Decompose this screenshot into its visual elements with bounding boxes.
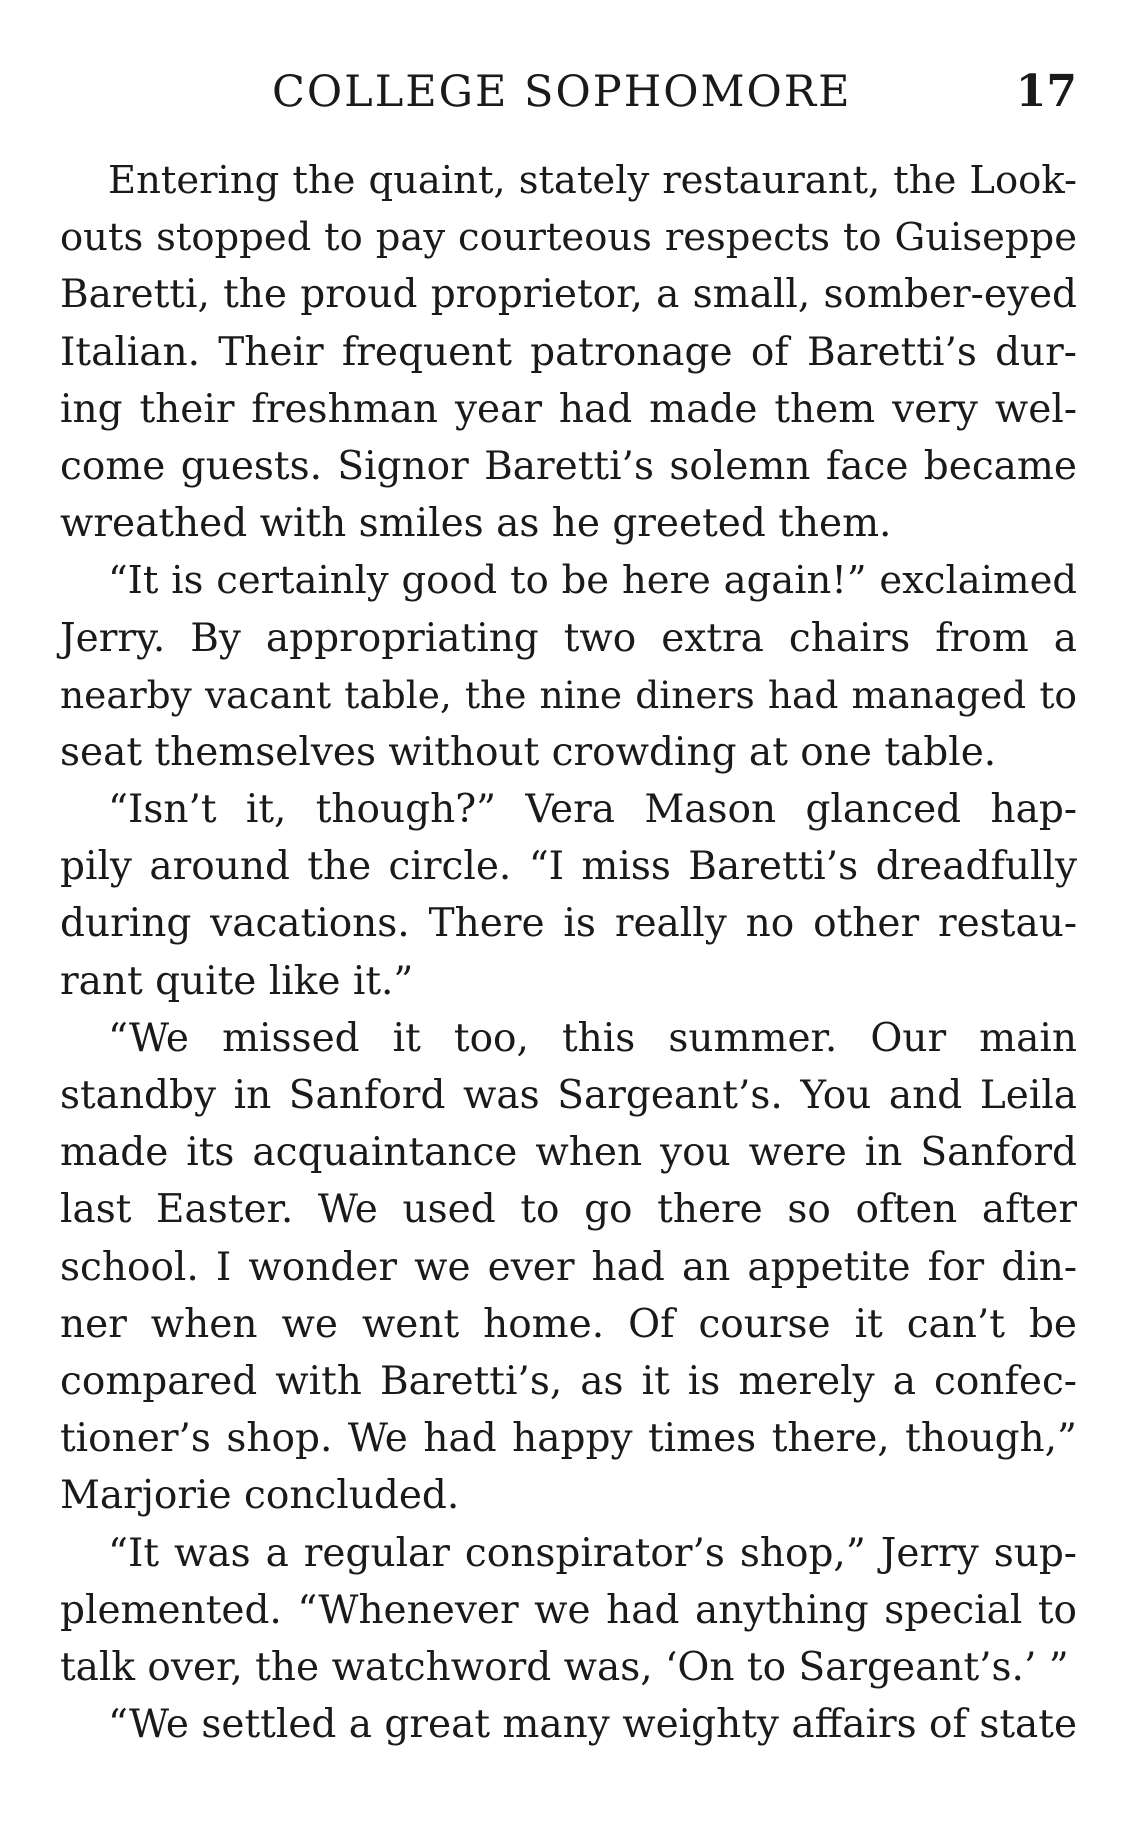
text-line: last Easter. We used to go there so often after [60, 1187, 1077, 1233]
page-number: 17 [1015, 66, 1077, 117]
text-line: “It was a regular conspirator’s shop,” Jerry sup- [108, 1530, 1077, 1576]
text-line: during vacations. There is really no other restau- [60, 901, 1077, 947]
text-line: Marjorie concluded. [60, 1473, 460, 1519]
text-line: “We missed it too, this summer. Our main [108, 1015, 1077, 1061]
text-line: ner when we went home. Of course it can’t be [60, 1301, 1077, 1347]
text-line: “It is certainly good to be here again!” exclaimed [108, 558, 1077, 604]
text-line: compared with Baretti’s, as it is merely a confec- [60, 1358, 1077, 1404]
text-line: ing their freshman year had made them very wel- [60, 386, 1077, 432]
paragraph [60, 152, 1077, 552]
text-line: “Isn’t it, though?” Vera Mason glanced hap- [108, 787, 1077, 833]
paragraph [60, 1010, 1077, 1525]
text-line: outs stopped to pay courteous respects to Guiseppe [60, 215, 1077, 261]
text-line: Baretti, the proud proprietor, a small, somber-eyed [60, 272, 1077, 318]
body-text [60, 152, 1077, 1753]
paragraph [60, 552, 1077, 781]
text-line: come guests. Signor Baretti’s solemn face became [60, 443, 1077, 489]
text-line: Italian. Their frequent patronage of Baretti’s dur- [60, 329, 1077, 375]
text-line: rant quite like it.” [60, 958, 414, 1004]
paragraph [60, 1696, 1077, 1753]
text-line: plemented. “Whenever we had anything special to [60, 1587, 1077, 1633]
text-line: seat themselves without crowding at one table. [60, 729, 997, 775]
text-line: wreathed with smiles as he greeted them. [60, 501, 892, 547]
text-line: talk over, the watchword was, ‘On to Sargeant’s.’ ” [60, 1644, 1069, 1690]
text-line: tioner’s shop. We had happy times there, though,” [60, 1416, 1077, 1462]
text-line: Jerry. By appropriating two extra chairs from a [60, 615, 1077, 661]
paragraph [60, 1525, 1077, 1697]
text-line: standby in Sanford was Sargeant’s. You and Leila [60, 1073, 1077, 1118]
text-line: school. I wonder we ever had an appetite for din- [60, 1244, 1077, 1290]
paragraph [60, 781, 1077, 1010]
running-title: COLLEGE SOPHOMORE [272, 67, 852, 117]
text-line: nearby vacant table, the nine diners had managed to [60, 672, 1077, 717]
running-head [0, 62, 1140, 122]
text-line: “We settled a great many weighty affairs of state [108, 1702, 1078, 1748]
text-line: Entering the quaint, stately restaurant, the Look- [108, 158, 1077, 203]
text-line: made its acquaintance when you were in Sanford [60, 1130, 1077, 1176]
text-line: pily around the circle. “I miss Baretti’s dreadfully [60, 844, 1077, 890]
